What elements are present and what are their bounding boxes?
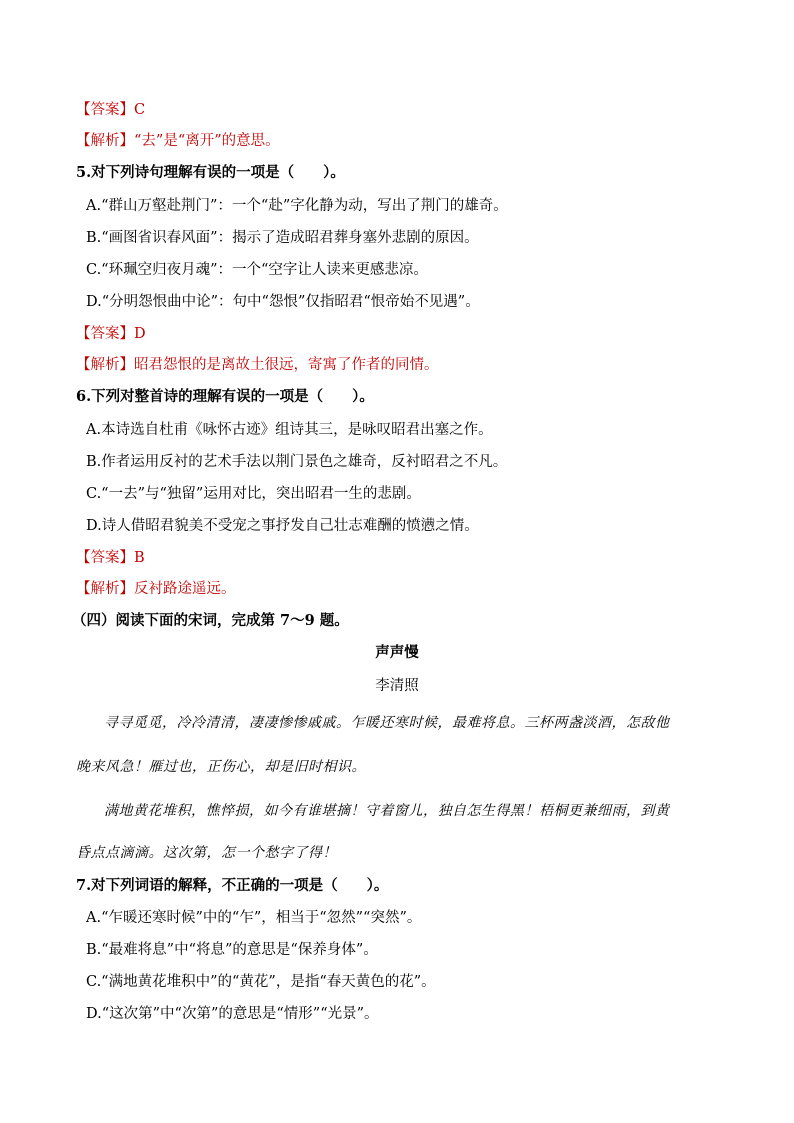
answer-value: D [134,326,146,342]
q5-option-c: C.“环珮空归夜月魂”：一个“空字让人读来更感悲凉。 [86,262,428,278]
q6-option-d: D.诗人借昭君貌美不受宠之事抒发自己壮志难酬的愤懑之情。 [86,518,479,534]
q6-answer-line [76,548,145,568]
analysis-text: 昭君怨恨的是离故土很远，寄寓了作者的同情。 [134,357,439,373]
answer-label: 【答案】 [76,550,134,566]
poem-author: 李清照 [375,678,419,694]
answer-label: 【答案】 [76,326,134,342]
q6-stem: 6.下列对整首诗的理解有误的一项是（ ）。 [76,388,374,405]
answer-value: B [134,550,145,566]
q7-option-c: C.“满地黄花堆积中”的“黄花”，是指“春天黄色的花”。 [86,974,436,990]
answer-label: 【答案】 [76,102,134,118]
q5-analysis-line [76,355,439,375]
q4-analysis-line [76,131,280,151]
analysis-text: 反衬路途遥远。 [134,581,236,597]
q5-option-b: B.“画图省识春风面”：揭示了造成昭君葬身塞外悲剧的原因。 [86,230,479,246]
q6-option-c: C.“一去”与“独留”运用对比，突出昭君一生的悲剧。 [86,486,421,502]
answer-value: C [134,102,146,118]
q7-option-a: A.“乍暖还寒时候”中的“乍”，相当于“忽然”“突然”。 [86,910,422,926]
q7-stem: 7.对下列词语的解释，不正确的一项是（ ）。 [76,877,389,894]
poem-line: 寻寻觅觅，冷冷清清，凄凄惨惨戚戚。乍暖还寒时候，最难将息。三杯两盏淡酒，怎敌他 [104,715,670,731]
q7-option-d: D.“这次第”中“次第”的意思是“情形”“光景”。 [86,1006,379,1022]
q5-answer-line [76,324,146,344]
analysis-label: 【解析】 [76,357,134,373]
poem-line: 昏点点滴滴。这次第，怎一个愁字了得！ [76,845,337,861]
q5-stem: 5.对下列诗句理解有误的一项是（ ）。 [76,164,345,181]
analysis-text: “去”是“离开”的意思。 [134,133,280,149]
q7-option-b: B.“最难将息”中“将息”的意思是“保养身体”。 [86,942,378,958]
q6-option-b: B.作者运用反衬的艺术手法以荆门景色之雄奇，反衬昭君之不凡。 [86,454,508,470]
section-heading: （四）阅读下面的宋词，完成第 7～9 题。 [72,612,349,629]
poem-line: 满地黄花堆积，憔悴损，如今有谁堪摘！守着窗儿，独自怎生得黑！梧桐更兼细雨，到黄 [104,803,670,819]
q5-option-d: D.“分明怨恨曲中论”：句中“怨恨”仅指昭君“恨帝始不见遇”。 [86,294,480,310]
q6-analysis-line [76,579,236,599]
q5-option-a: A.“群山万壑赴荆门”：一个“赴”字化静为动，写出了荆门的雄奇。 [86,198,508,214]
q4-answer-line [76,100,145,120]
analysis-label: 【解析】 [76,581,134,597]
poem-line: 晚来风急！雁过也，正伤心，却是旧时相识。 [76,759,366,775]
poem-title: 声声慢 [375,644,419,661]
analysis-label: 【解析】 [76,133,134,149]
q6-option-a: A.本诗选自杜甫《咏怀古迹》组诗其三，是咏叹昭君出塞之作。 [86,422,493,438]
